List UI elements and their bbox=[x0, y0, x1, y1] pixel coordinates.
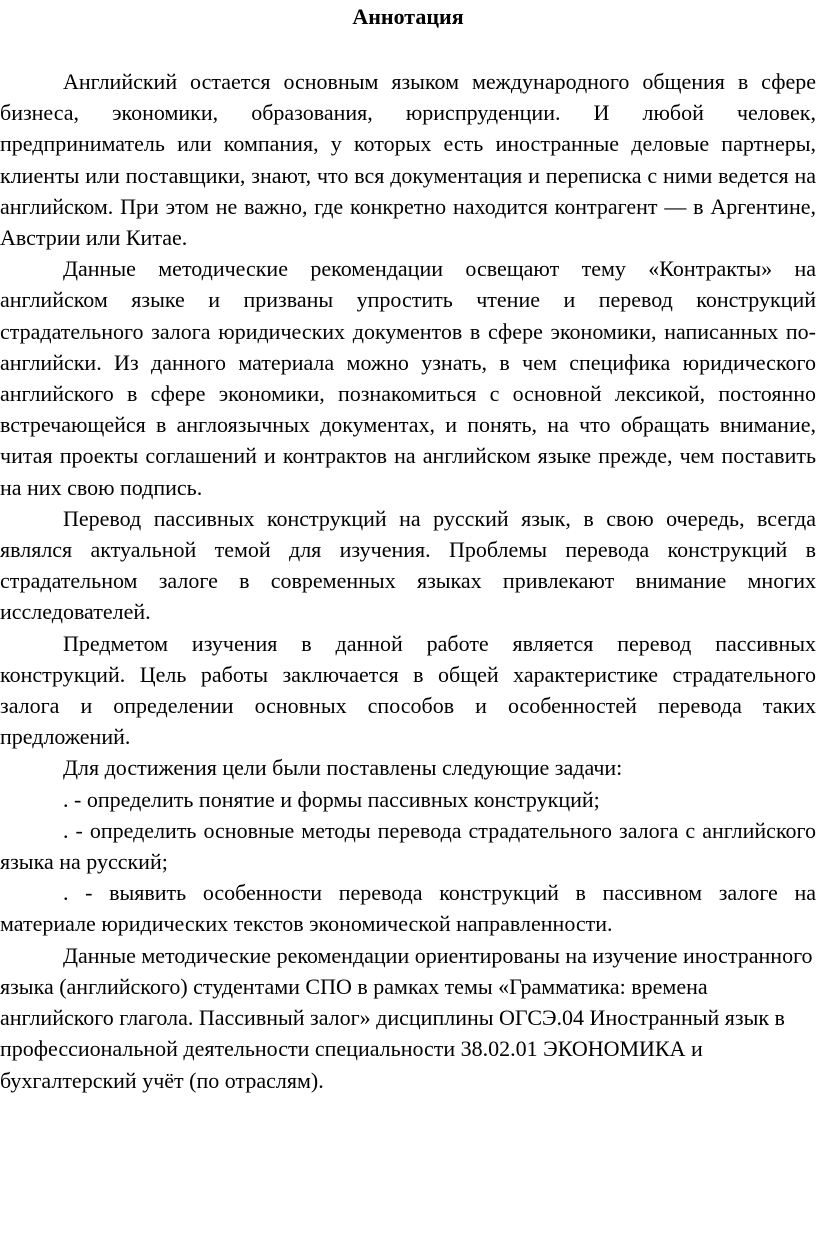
page-title: Аннотация bbox=[352, 4, 464, 29]
paragraph-tasks-intro: Для достижения цели были поставлены следующие задачи: bbox=[63, 755, 623, 781]
task-item-2: . - определить основные методы перевода страдательного залога с английского языка на русский; bbox=[0, 817, 816, 875]
paragraph-purpose: Данные методические рекомендации освещают тему «Контракты» на английском языке и призваны упростить чтение и перевод конструкций страдательного залога юридических документов в сфере экономики, написанных по-английски. Из данного материала можно узнать, в чем специфика юридического английского в сфере экономики, познакомиться с основной лексикой, постоянно встречающейся в англоязычных документах, и понять, на что обращать внимание, читая проекты соглашений и контрактов на английском языке прежде, чем поставить на них свою подпись. bbox=[0, 256, 816, 500]
paragraph-subject: Предметом изучения в данной работе является перевод пассивных конструкций. Цель работы заключается в общей характеристике страдательного залога и определении основных способов и особенностей перевода таких предложений. bbox=[0, 630, 816, 750]
task-item-3: . - выявить особенности перевода конструкций в пассивном залоге на материале юридических текстов экономической направленности. bbox=[0, 880, 816, 937]
paragraph-audience: Данные методические рекомендации ориентированы на изучение иностранного языка (английского) студентами СПО в рамках темы «Грамматика: времена английского глагола. Пассивный залог» дисциплины ОГСЭ.04 Иностранный язык в профессиональной деятельности специальности 38.02.01 ЭКОНОМИКА и бухгалтерский учёт (по отраслям). bbox=[0, 942, 813, 1093]
paragraph-relevance: Перевод пассивных конструкций на русский язык, в свою очередь, всегда являлся актуальной темой для изучения. Проблемы перевода конструкций в страдательном залоге в современных языках привлекают внимание многих исследователей. bbox=[0, 505, 816, 625]
document-body bbox=[0, 66, 816, 1096]
paragraph-intro: Английский остается основным языком международного общения в сфере бизнеса, экономики, образования, юриспруденции. И любой человек, предприниматель или компания, у которых есть иностранные деловые партнеры, клиенты или поставщики, знают, что вся документация и переписка с ними ведется на английском. При этом не важно, где конкретно находится контрагент — в Аргентине, Австрии или Китае. bbox=[0, 69, 816, 251]
task-item-1: . - определить понятие и формы пассивных конструкций; bbox=[63, 786, 600, 812]
